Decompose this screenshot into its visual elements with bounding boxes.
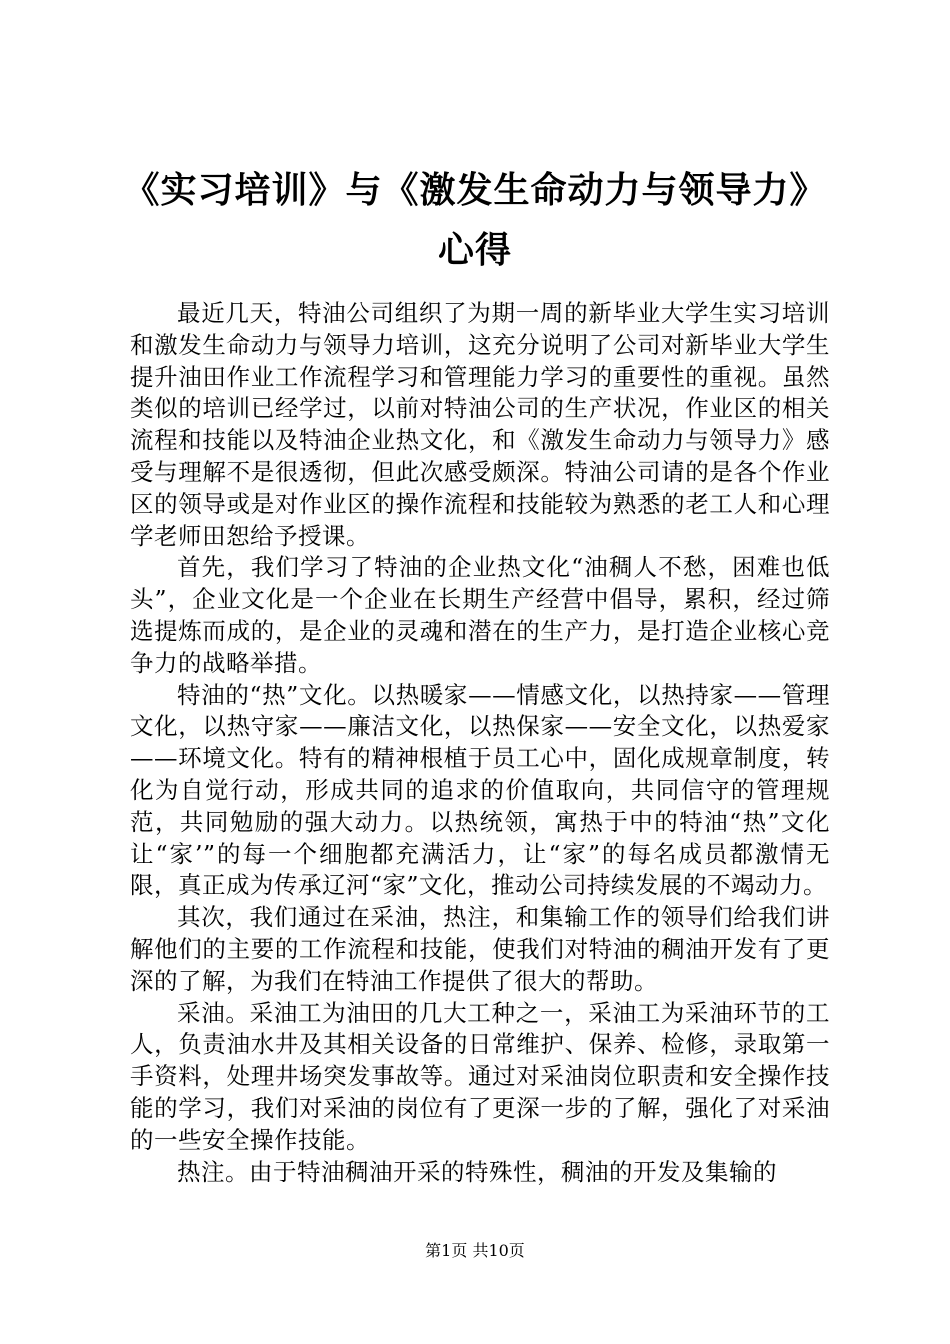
document-body bbox=[130, 298, 830, 1188]
page-number-footer: 第1页 共10页 bbox=[425, 1241, 525, 1260]
paragraph: 特油的“热”文化。以热暖家——情感文化，以热持家——管理文化，以热守家——廉洁文化，以热保家——安全文化，以热爱家——环境文化。特有的精神根植于员工心中，固化成规章制度，转化为自觉行动，形成共同的追求的价值取向，共同信守的管理规范，共同勉励的强大动力。以热统领，寓热于中的特油“热”文化让“家’”的每一个细胞都充满活力，让“家”的每名成员都激情无限，真正成为传承辽河“家”文化，推动公司持续发展的不竭动力。 bbox=[130, 680, 830, 900]
document-title: 《实习培训》与《激发生命动力与领导力》心得 bbox=[123, 169, 827, 271]
paragraph: 采油。采油工为油田的几大工种之一，采油工为采油环节的工人，负责油水井及其相关设备的日常维护、保养、检修，录取第一手资料，处理井场突发事故等。通过对采油岗位职责和安全操作技能的学习，我们对采油的岗位有了更深一步的了解，强化了对采油的一些安全操作技能。 bbox=[130, 998, 830, 1154]
paragraph: 首先，我们学习了特油的企业热文化“油稠人不愁，困难也低头”，企业文化是一个企业在长期生产经营中倡导，累积，经过筛选提炼而成的，是企业的灵魂和潜在的生产力，是打造企业核心竞争力的战略举措。 bbox=[130, 553, 830, 677]
paragraph: 热注。由于特油稠油开采的特殊性，稠油的开发及集输的 bbox=[177, 1157, 777, 1186]
paragraph: 最近几天，特油公司组织了为期一周的新毕业大学生实习培训和激发生命动力与领导力培训，这充分说明了公司对新毕业大学生提升油田作业工作流程学习和管理能力学习的重要性的重视。虽然类似的培训已经学过，以前对特油公司的生产状况，作业区的相关流程和技能以及特油企业热文化，和《激发生命动力与领导力》感受与理解不是很透彻，但此次感受颇深。特油公司请的是各个作业区的领导或是对作业区的操作流程和技能较为熟悉的老工人和心理学老师田恕给予授课。 bbox=[130, 299, 830, 550]
paragraph: 其次，我们通过在采油，热注，和集输工作的领导们给我们讲解他们的主要的工作流程和技能，使我们对特油的稠油开发有了更深的了解，为我们在特油工作提供了很大的帮助。 bbox=[130, 903, 830, 995]
